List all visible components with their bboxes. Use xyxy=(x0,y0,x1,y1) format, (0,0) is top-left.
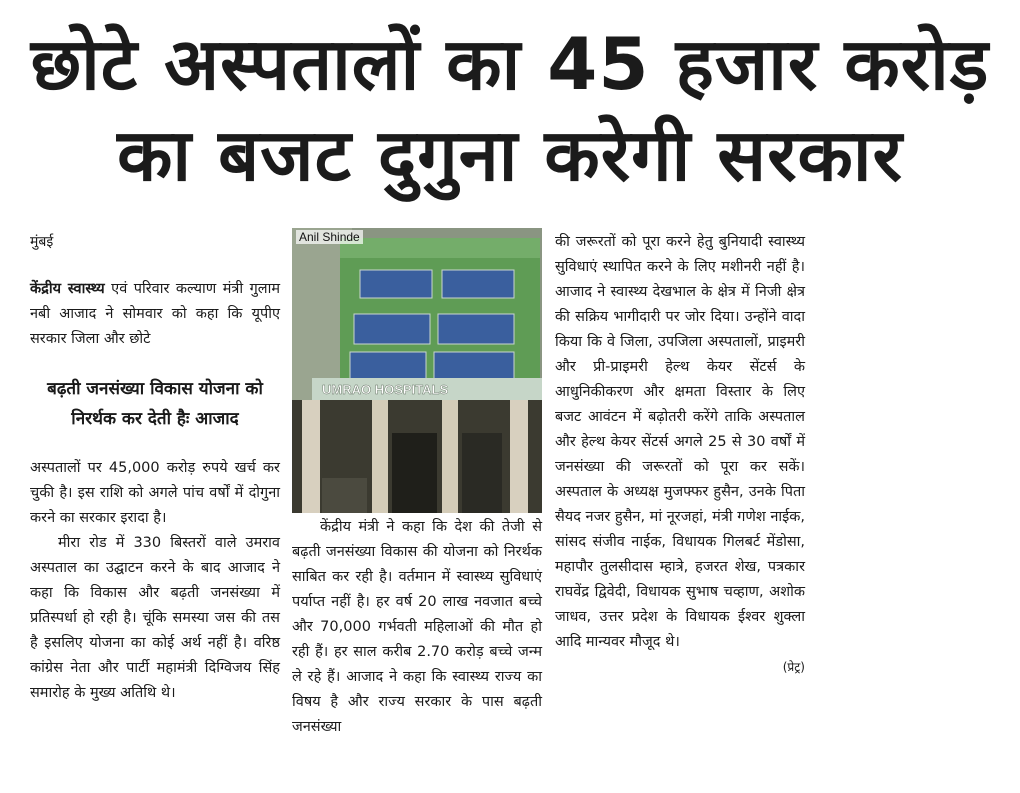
dateline: मुंबई xyxy=(30,234,54,250)
column-2 xyxy=(292,515,542,740)
headline xyxy=(20,18,1000,200)
column-1-paragraph-2: मीरा रोड में 330 बिस्तरों वाले उमराव अस्पताल का उद्घाटन करने के बाद आजाद ने कहा कि विकास और बढ़ती जनसंख्या में प्रतिस्पर्धा हो रही है। चूंकि समस्या जस की तस है इसलिए योजना का कोई अर्थ नहीं है। वरिष्ठ कांग्रेस नेता और पार्टी महामंत्री दिग्विजय सिंह समारोह के मुख्य अतिथि थे। xyxy=(30,535,280,701)
column-3-paragraph: की जरूरतों को पूरा करने हेतु बुनियादी स्वास्थ्य सुविधाएं स्थापित करने के लिए मशीनरी नहीं है। आजाद ने स्वास्थ्य देखभाल के क्षेत्र में निजी क्षेत्र की सक्रिय भागीदारी पर जोर दिया। उन्होंने वादा किया कि वे जिला, उपजिला अस्पतालों, प्राइमरी और प्री-प्राइमरी हेल्थ केयर सेंटर्स के आधुनिकीकरण और क्षमता विस्तार के लिए बजट आवंटन में बढ़ोतरी करेंगे ताकि अस्पताल और हेल्थ केयर सेंटर्स अगले 25 से 30 वर्षों में जनसंख्या की जरूरतों को पूरा कर सकें। अस्पताल के अध्यक्ष मुजफ्फर हुसैन, उनके पिता सैयद नजर हुसैन, मां नूरजहां, मंत्री गणेश नाईक, सांसद संजीव नाईक, विधायक गिलबर्ट मेंडोसा, महापौर तुलसीदास म्हात्रे, हजरत शेख, पत्रकार राघवेंद्र द्विवेदी, विधायक सुभाष चव्हाण, अशोक जाधव, उत्तर प्रदेश के विधायक ईश्वर शुक्ला आदि मान्यवर मौजूद थे। xyxy=(555,234,805,650)
hospital-photo xyxy=(292,228,542,513)
column-3 xyxy=(555,230,805,680)
news-agency-credit: (प्रेट्र) xyxy=(782,660,805,674)
subheading: बढ़ती जनसंख्या विकास योजना को निरर्थक कर देती हैः आजाद xyxy=(47,379,263,429)
hospital-sign: UMRAO HOSPITALS xyxy=(322,382,449,397)
headline-line-1: छोटे अस्पतालों का 45 हजार करोड़ xyxy=(30,22,990,106)
column-2-paragraph: केंद्रीय मंत्री ने कहा कि देश की तेजी से बढ़ती जनसंख्या विकास की योजना को निरर्थक साबित कर रही है। वर्तमान में स्वास्थ्य सुविधाएं पर्याप्त नहीं है। हर वर्ष 20 लाख नवजात बच्चे और 70,000 गर्भवती महिलाओं की मौत हो रही हैं। हर साल करीब 2.70 करोड़ बच्चे जन्म ले रहे हैं। आजाद ने कहा कि स्वास्थ्य राज्य का विषय है और राज्य सरकार के पास बढ़ती जनसंख्या xyxy=(292,519,542,735)
headline-line-2: का बजट दुगुना करेगी सरकार xyxy=(117,113,903,197)
column-1-paragraph-1: अस्पतालों पर 45,000 करोड़ रुपये खर्च कर चुकी है। इस राशि को अगले पांच वर्षों में दोगुना करने का सरकार इरादा है। xyxy=(30,460,280,526)
lead-bold: केंद्रीय स्वास्थ्य xyxy=(30,281,105,297)
photo-credit: Anil Shinde xyxy=(296,230,363,244)
lead-paragraph xyxy=(30,277,280,352)
column-1 xyxy=(30,230,280,706)
hospital-building-image xyxy=(292,228,542,513)
lead-text: एवं परिवार कल्याण मंत्री गुलाम नबी आजाद ने सोमवार को कहा कि यूपीए सरकार जिला और छोटे xyxy=(30,281,280,347)
